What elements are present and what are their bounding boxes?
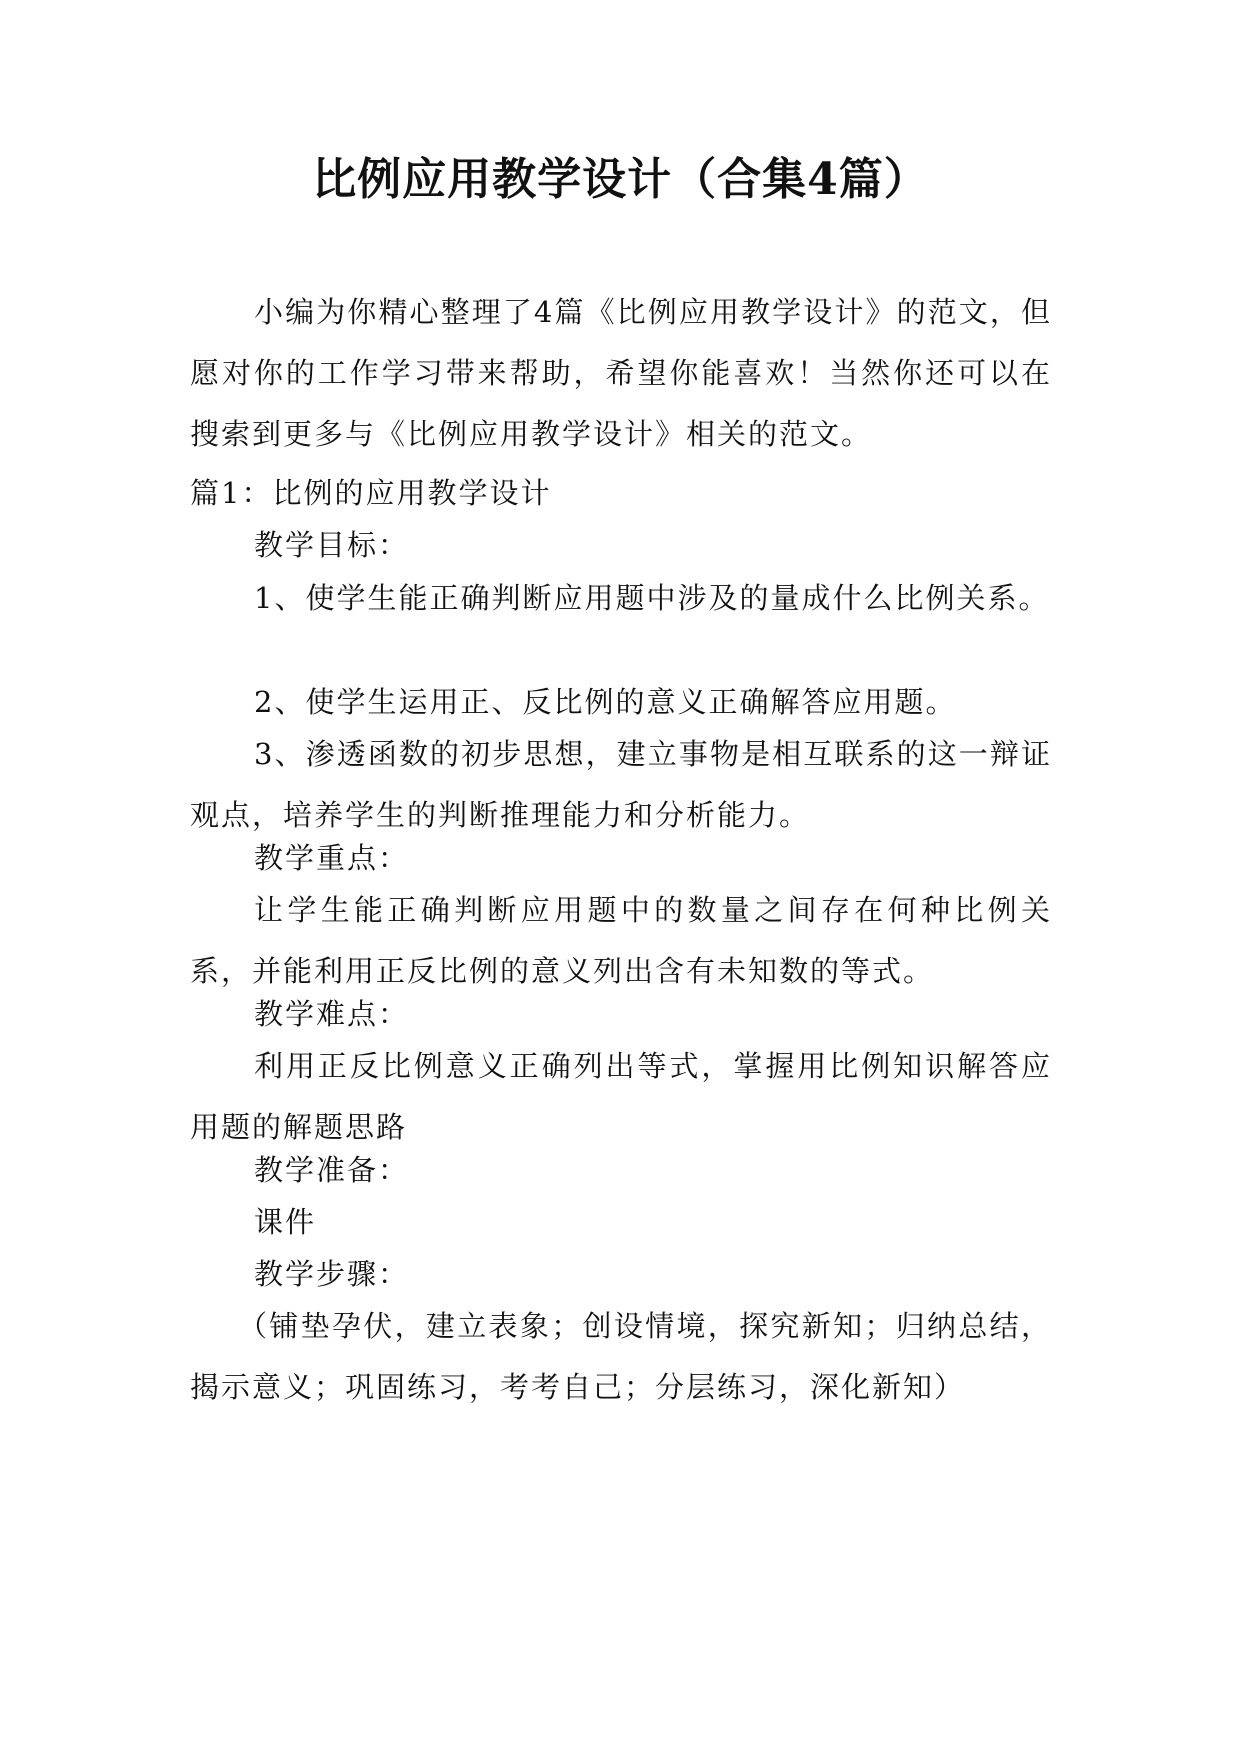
preparation-label: 教学准备： bbox=[254, 1153, 410, 1187]
objective-item-3: 3、渗透函数的初步思想，建立事物是相互联系的这一辩证观点，培养学生的判断推理能力和分析能力。 bbox=[190, 737, 1052, 832]
difficulties-label: 教学难点： bbox=[254, 997, 410, 1031]
section-heading: 篇1：比例的应用教学设计 bbox=[190, 476, 552, 510]
steps-label: 教学步骤： bbox=[254, 1257, 410, 1291]
objectives-label: 教学目标： bbox=[254, 528, 410, 562]
difficulties-paragraph: 利用正反比例意义正确列出等式，掌握用比例知识解答应用题的解题思路 bbox=[190, 1049, 1052, 1144]
key-points-label: 教学重点： bbox=[254, 841, 410, 875]
document-title: 比例应用教学设计（合集4篇） bbox=[312, 154, 929, 205]
objective-item-2: 2、使学生运用正、反比例的意义正确解答应用题。 bbox=[254, 685, 957, 719]
objective-item-1: 1、使学生能正确判断应用题中涉及的量成什么比例关系。 bbox=[254, 581, 1050, 615]
preparation-text: 课件 bbox=[254, 1205, 317, 1239]
steps-paragraph: （铺垫孕伏，建立表象；创设情境，探究新知；归纳总结，揭示意义；巩固练习，考考自己；分层练习，深化新知） bbox=[190, 1309, 1052, 1404]
key-points-paragraph: 让学生能正确判断应用题中的数量之间存在何种比例关系，并能利用正反比例的意义列出含有未知数的等式。 bbox=[190, 893, 1052, 988]
intro-paragraph: 小编为你精心整理了4篇《比例应用教学设计》的范文，但愿对你的工作学习带来帮助，希望你能喜欢！当然你还可以在搜索到更多与《比例应用教学设计》相关的范文。 bbox=[190, 295, 1052, 451]
